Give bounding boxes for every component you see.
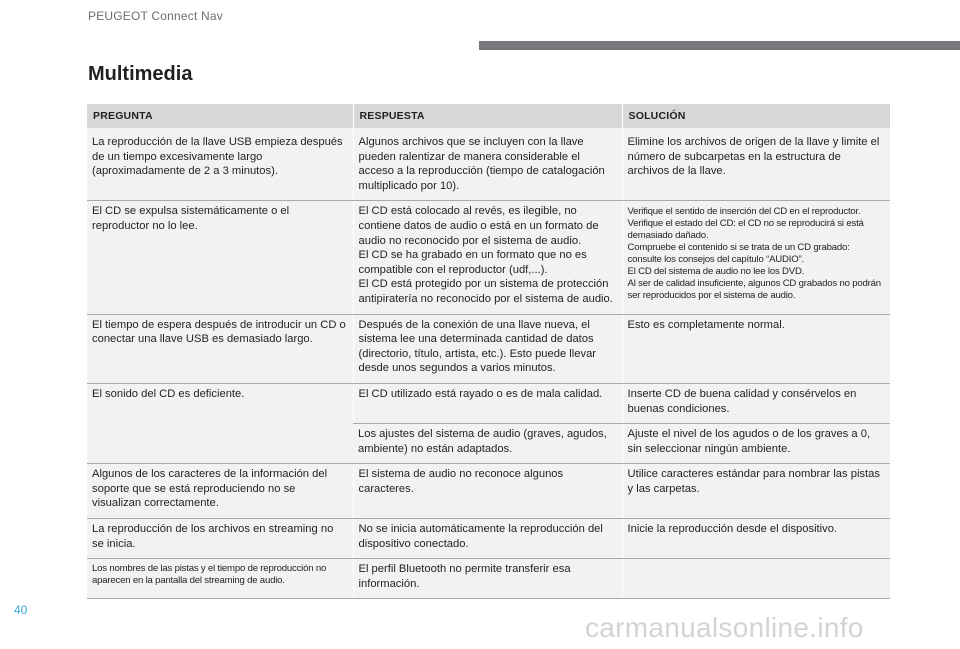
solution-cell: Esto es completamente normal. — [622, 314, 890, 383]
answer-cell: Los ajustes del sistema de audio (graves, agudos, ambiente) no están adaptados. — [353, 424, 622, 464]
question-cell: Los nombres de las pistas y el tiempo de reproducción no aparecen en la pantalla del streaming de audio. — [87, 559, 353, 599]
document-header-title: PEUGEOT Connect Nav — [88, 9, 223, 23]
table-row — [87, 128, 890, 201]
question-cell: Algunos de los caracteres de la información del soporte que se está reproduciendo no se visualizan correctamente. — [87, 464, 353, 519]
column-header-pregunta: PREGUNTA — [87, 104, 353, 128]
multimedia-faq-table — [87, 104, 890, 599]
solution-cell: Inserte CD de buena calidad y consérvelos en buenas condiciones. — [622, 383, 890, 423]
table-row — [87, 383, 890, 423]
table-row — [87, 519, 890, 559]
table-row — [87, 201, 890, 314]
answer-cell: El CD está colocado al revés, es ilegible, no contiene datos de audio o está en un formato de audio no reconocido por el sistema de audio. El CD se ha grabado en un formato que no es compatible con el reproductor (udf,...). El CD está protegido por un sistema de protección antipiratería no reconocido por el sistema de audio. — [353, 201, 622, 314]
answer-cell: El perfil Bluetooth no permite transferir esa información. — [353, 559, 622, 599]
column-header-respuesta: RESPUESTA — [353, 104, 622, 128]
section-title: Multimedia — [88, 63, 193, 85]
answer-cell: El sistema de audio no reconoce algunos caracteres. — [353, 464, 622, 519]
answer-cell: El CD utilizado está rayado o es de mala calidad. — [353, 383, 622, 423]
watermark-text: carmanualsonline.info — [585, 612, 864, 643]
solution-cell — [622, 559, 890, 599]
question-cell: El tiempo de espera después de introducir un CD o conectar una llave USB es demasiado largo. — [87, 314, 353, 383]
question-cell: La reproducción de los archivos en streaming no se inicia. — [87, 519, 353, 559]
table-row — [87, 464, 890, 519]
answer-cell: No se inicia automáticamente la reproducción del dispositivo conectado. — [353, 519, 622, 559]
question-cell: El sonido del CD es deficiente. — [87, 383, 353, 463]
column-header-solucion: SOLUCIÓN — [622, 104, 890, 128]
answer-cell: Algunos archivos que se incluyen con la llave pueden ralentizar de manera considerable el acceso a la reproducción (tiempo de catalogación multiplicado por 10). — [353, 128, 622, 201]
question-cell: La reproducción de la llave USB empieza después de un tiempo excesivamente largo (aproximadamente de 2 a 3 minutos). — [87, 128, 353, 201]
table-row — [87, 314, 890, 383]
solution-cell: Verifique el sentido de inserción del CD en el reproductor. Verifique el estado del CD: el CD no se reproducirá si está demasiado dañado. Compruebe el contenido si se trata de un CD grabado: consulte los consejos del capítulo “AUDIO”. El CD del sistema de audio no lee los DVD. Al ser de calidad insuficiente, algunos CD grabados no podrán ser reproducidos por el sistema de audio. — [622, 201, 890, 314]
question-cell: El CD se expulsa sistemáticamente o el reproductor no lo lee. — [87, 201, 353, 314]
answer-cell: Después de la conexión de una llave nueva, el sistema lee una determinada cantidad de datos (directorio, título, artista, etc.). Esto puede llevar desde unos segundos a varios minutos. — [353, 314, 622, 383]
solution-cell: Inicie la reproducción desde el dispositivo. — [622, 519, 890, 559]
page-number: 40 — [14, 603, 28, 617]
table-header-row — [87, 104, 890, 128]
solution-cell: Utilice caracteres estándar para nombrar las pistas y las carpetas. — [622, 464, 890, 519]
table-row — [87, 559, 890, 599]
header-accent-bar — [479, 41, 960, 50]
solution-cell: Ajuste el nivel de los agudos o de los graves a 0, sin seleccionar ningún ambiente. — [622, 424, 890, 464]
solution-cell: Elimine los archivos de origen de la llave y limite el número de subcarpetas en la estructura de archivos de la llave. — [622, 128, 890, 201]
